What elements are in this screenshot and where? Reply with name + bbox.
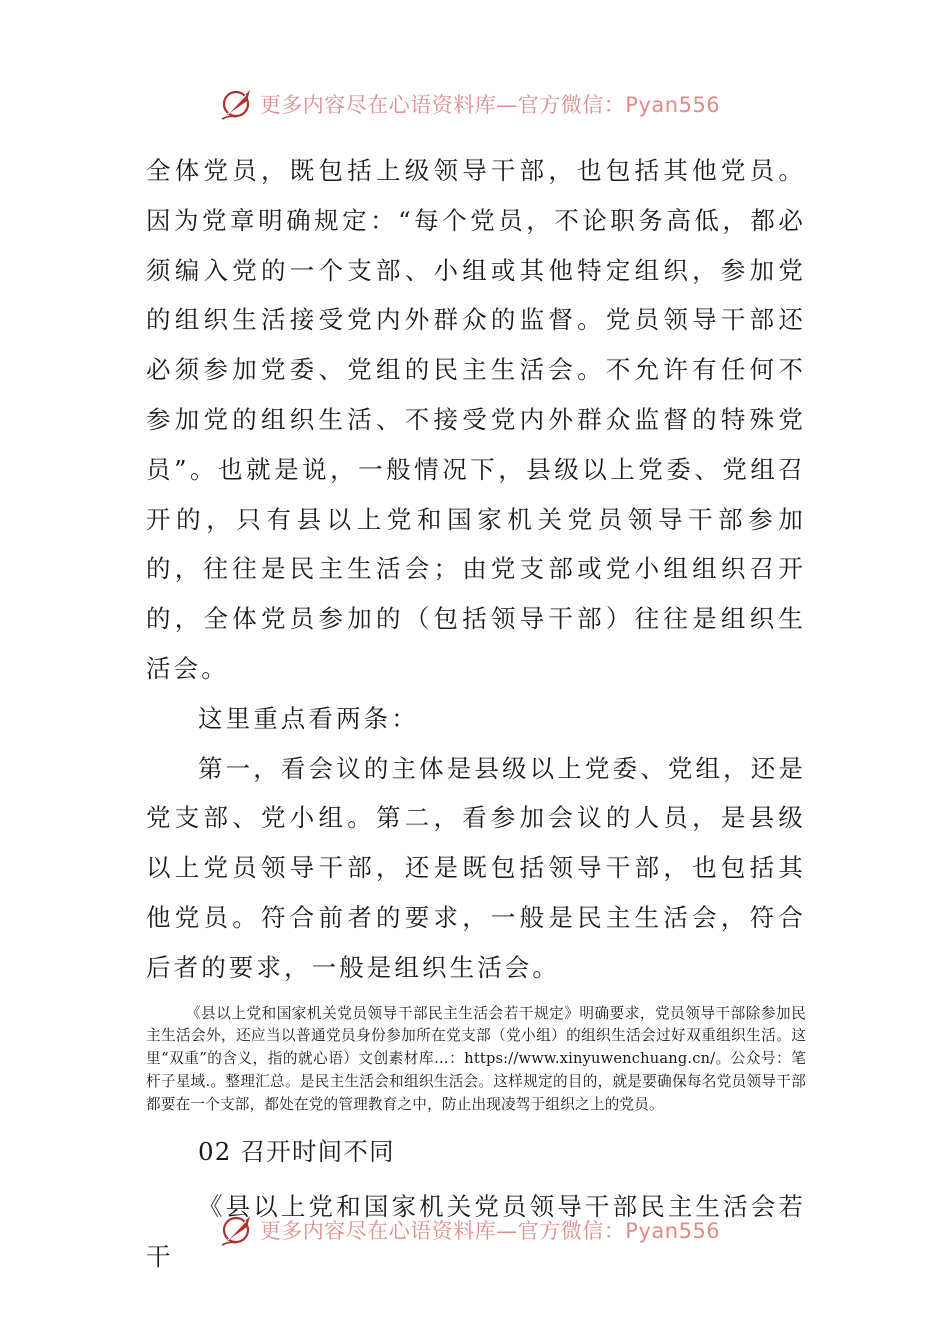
header-banner-text: 更多内容尽在心语资料库—官方微信：Pyan556 bbox=[259, 93, 721, 117]
footnote-paragraph: 《县以上党和国家机关党员领导干部民主生活会若干规定》明确要求，党员领导干部除参加民主生活会外，还应当以普通党员身份参加所在党支部（党小组）的组织生活会过好双重组织生活。这里“双重”的含义，指的就心语）文创素材库…：https://www.xinyuwenchuang.cn/。公众号：笔杆子星域.。整理汇总。是民主生活会和组织生活会。这样规定的目的，就是要确保每名党员领导干部都要在一个支部，都处在党的管理教育之中，防止出现凌驾于组织之上的党员。 bbox=[146, 1004, 806, 1113]
quill-logo-icon bbox=[220, 86, 256, 122]
header-banner-inner bbox=[220, 86, 720, 122]
header-banner bbox=[0, 84, 950, 124]
footer-banner-text: 更多内容尽在心语资料库—官方微信：Pyan556 bbox=[259, 1219, 721, 1243]
document-body bbox=[146, 146, 806, 1282]
body-paragraph: 第一，看会议的主体是县级以上党委、党组，还是党支部、党小组。第二，看参加会议的人员，是县级以上党员领导干部，还是既包括领导干部，也包括其他党员。符合前者的要求，一般是民主生活会，符合后者的要求，一般是组织生活会。 bbox=[146, 753, 806, 982]
body-paragraph: 《县以上党和国家机关党员领导干部民主生活会若干 bbox=[146, 1192, 806, 1272]
body-paragraph: 全体党员，既包括上级领导干部，也包括其他党员。因为党章明确规定：“每个党员，不论职务高低，都必须编入党的一个支部、小组或其他特定组织，参加党的组织生活接受党内外群众的监督。党员领导干部还必须参加党委、党组的民主生活会。不允许有任何不参加党的组织生活、不接受党内外群众监督的特殊党员”。也就是说，一般情况下，县级以上党委、党组召开的，只有县以上党和国家机关党员领导干部参加的，往往是民主生活会；由党支部或党小组组织召开的，全体党员参加的（包括领导干部）往往是组织生活会。 bbox=[146, 156, 806, 683]
footer-banner-inner bbox=[220, 1212, 720, 1248]
quill-logo-icon bbox=[220, 1212, 256, 1248]
body-paragraph: 这里重点看两条： bbox=[198, 703, 419, 733]
section-heading: 02 召开时间不同 bbox=[198, 1136, 395, 1166]
footer-banner bbox=[0, 1210, 950, 1250]
